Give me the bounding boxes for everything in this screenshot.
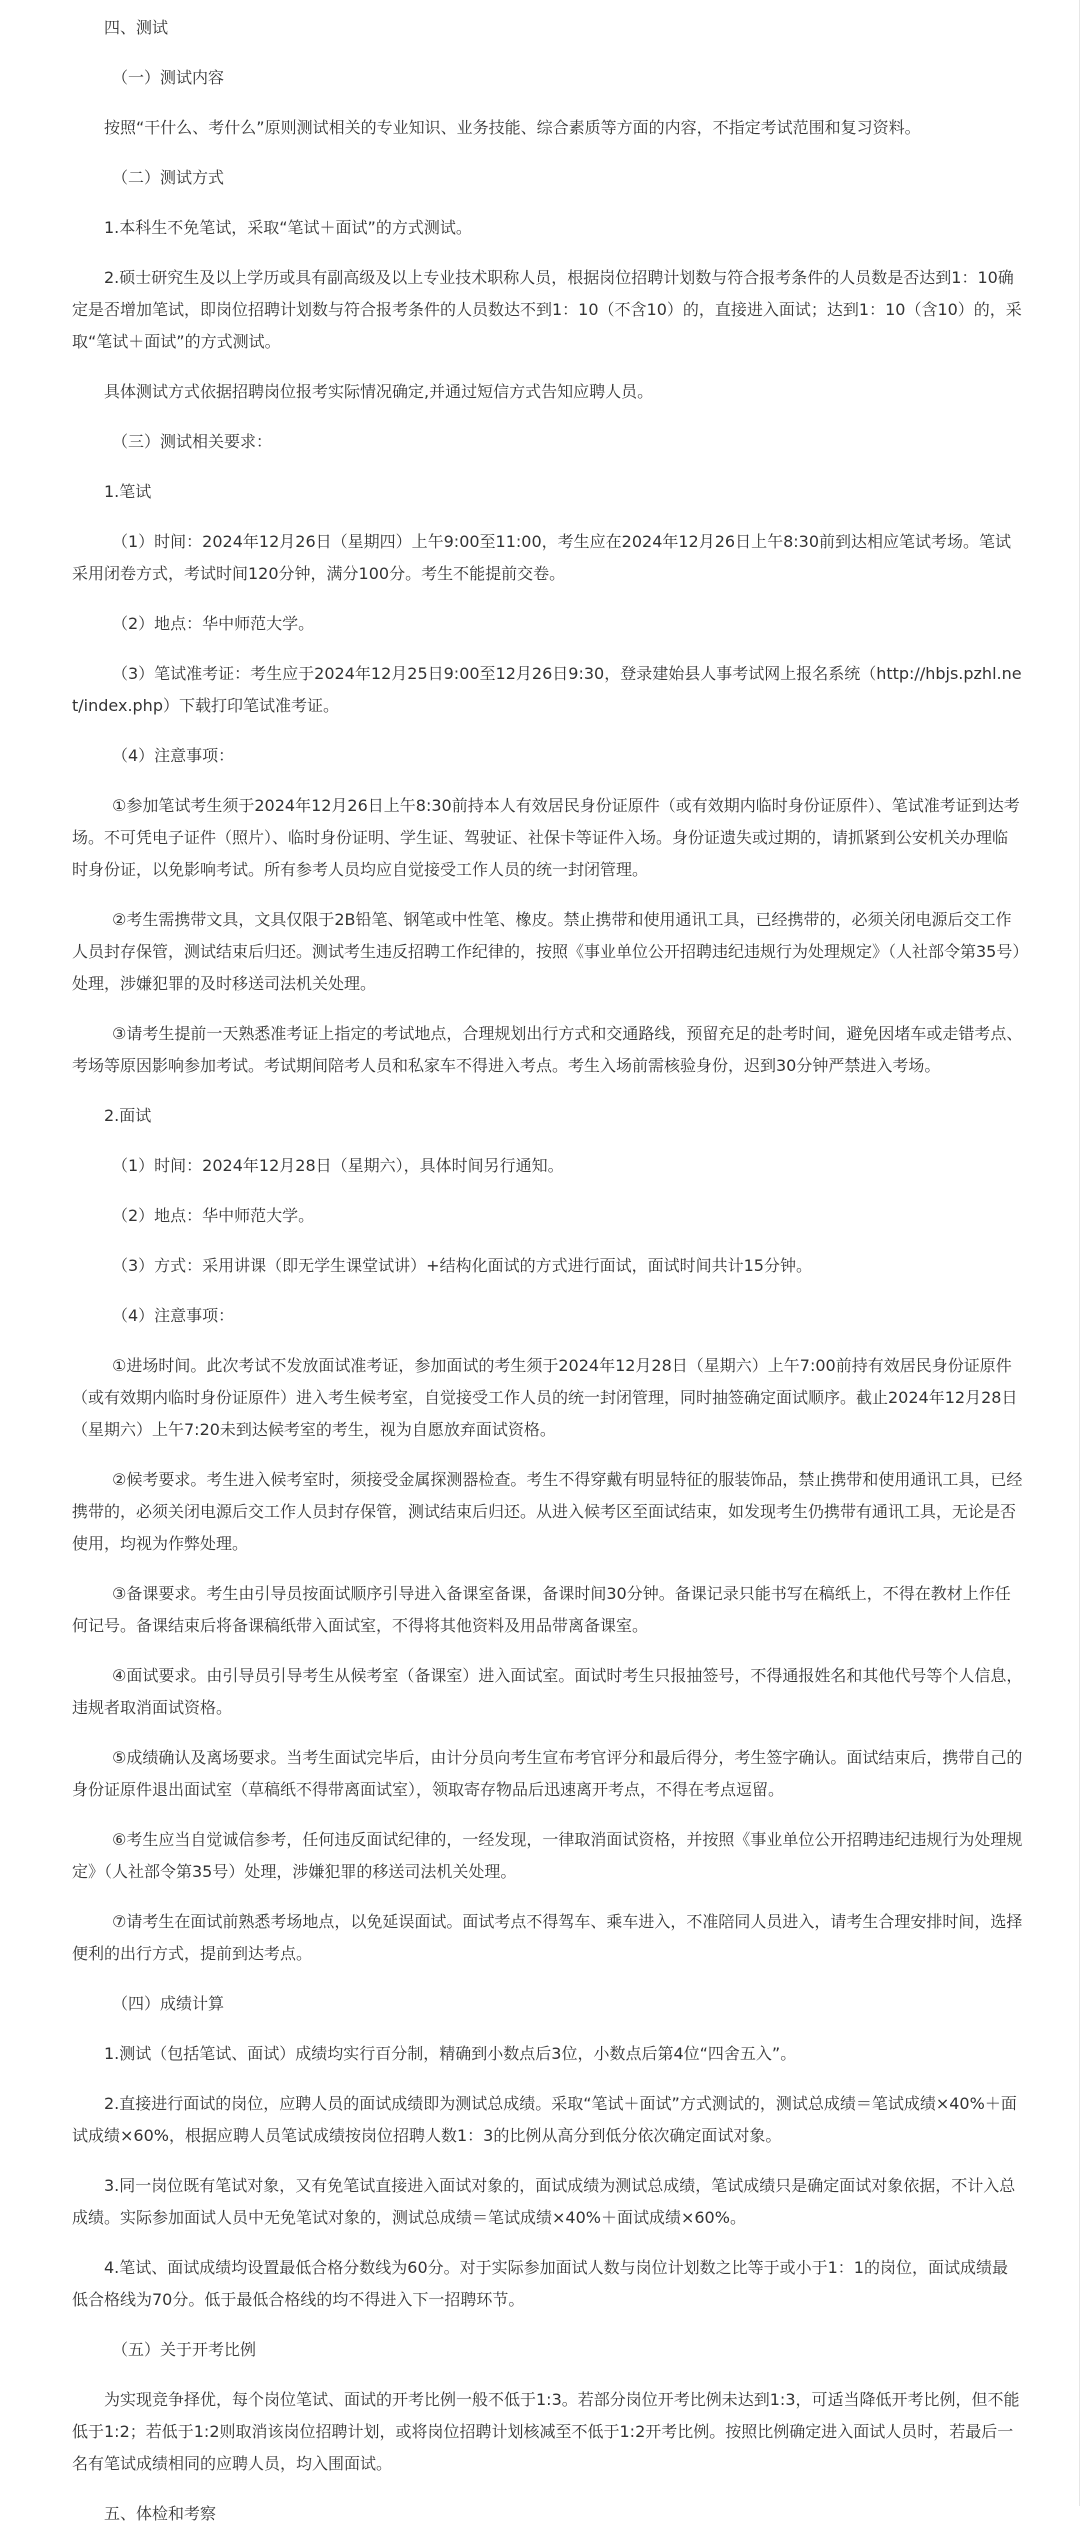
section-heading-medical-exam: 五、体检和考察	[104, 2504, 217, 2523]
subheading-score-calculation: （四）成绩计算	[112, 1994, 225, 2013]
paragraph: （2）地点：华中师范大学。	[112, 1206, 315, 1225]
paragraph: （1）时间：2024年12月26日（星期四）上午9:00至11:00，考生应在2024年12月26日上午8:30前到达相应笔试考场。笔试采用闭卷方式，考试时间120分钟，满分100分。考生不能提前交卷。	[72, 532, 1012, 583]
paragraph: ⑦请考生在面试前熟悉考场地点，以免延误面试。面试考点不得驾车、乘车进入，不准陪同人员进入，请考生合理安排时间，选择便利的出行方式，提前到达考点。	[72, 1912, 1023, 1963]
paragraph: 4.笔试、面试成绩均设置最低合格分数线为60分。对于实际参加面试人数与岗位计划数之比等于或小于1：1的岗位，面试成绩最低合格线为70分。低于最低合格线的均不得进入下一招聘环节。	[72, 2258, 1008, 2309]
paragraph: （3）笔试准考证：考生应于2024年12月25日9:00至12月26日9:30，登录建始县人事考试网上报名系统（http://hbjs.pzhl.net/index.php）下载打印笔试准考证。	[72, 664, 1022, 715]
paragraph: （1）时间：2024年12月28日（星期六），具体时间另行通知。	[112, 1156, 564, 1175]
paragraph: ④面试要求。由引导员引导考生从候考室（备课室）进入面试室。面试时考生只报抽签号，不得通报姓名和其他代号等个人信息，违规者取消面试资格。	[72, 1666, 1023, 1717]
paragraph: （4）注意事项：	[112, 746, 235, 765]
subheading-exam-ratio: （五）关于开考比例	[112, 2340, 257, 2359]
paragraph: ⑤成绩确认及离场要求。当考生面试完毕后，由计分员向考生宣布考官评分和最后得分，考生签字确认。面试结束后，携带自己的身份证原件退出面试室（草稿纸不得带离面试室），领取寄存物品后迅速离开考点，不得在考点逗留。	[72, 1748, 1023, 1799]
paragraph: 为实现竞争择优，每个岗位笔试、面试的开考比例一般不低于1:3。若部分岗位开考比例未达到1:3，可适当降低开考比例，但不能低于1:2；若低于1:2则取消该岗位招聘计划，或将岗位招聘计划核减至不低于1:2开考比例。按照比例确定进入面试人员时，若最后一名有笔试成绩相同的应聘人员，均入围面试。	[72, 2390, 1020, 2473]
paragraph: （2）地点：华中师范大学。	[112, 614, 315, 633]
paragraph: 2.硕士研究生及以上学历或具有副高级及以上专业技术职称人员，根据岗位招聘计划数与符合报考条件的人员数是否达到1：10确定是否增加笔试，即岗位招聘计划数与符合报考条件的人员数达不到1：10（不含10）的，直接进入面试；达到1：10（含10）的，采取“笔试＋面试”的方式测试。	[72, 268, 1022, 351]
subheading-test-method: （二）测试方式	[112, 168, 225, 187]
paragraph: 按照“干什么、考什么”原则测试相关的专业知识、业务技能、综合素质等方面的内容，不指定考试范围和复习资料。	[104, 118, 921, 137]
paragraph: ①参加笔试考生须于2024年12月26日上午8:30前持本人有效居民身份证原件（或有效期内临时身份证原件）、笔试准考证到达考场。不可凭电子证件（照片）、临时身份证明、学生证、驾驶证、社保卡等证件入场。身份证遗失或过期的，请抓紧到公安机关办理临时身份证，以免影响考试。所有参考人员均应自觉接受工作人员的统一封闭管理。	[72, 796, 1020, 879]
paragraph: 2.直接进行面试的岗位，应聘人员的面试成绩即为测试总成绩。采取“笔试＋面试”方式测试的，测试总成绩＝笔试成绩×40%＋面试成绩×60%，根据应聘人员笔试成绩按岗位招聘人数1：3的比例从高分到低分依次确定面试对象。	[72, 2094, 1017, 2145]
paragraph: ③请考生提前一天熟悉准考证上指定的考试地点，合理规划出行方式和交通路线，预留充足的赴考时间，避免因堵车或走错考点、考场等原因影响参加考试。考试期间陪考人员和私家车不得进入考点。考生入场前需核验身份，迟到30分钟严禁进入考场。	[72, 1024, 1023, 1075]
paragraph: 1.测试（包括笔试、面试）成绩均实行百分制，精确到小数点后3位，小数点后第4位“四舍五入”。	[104, 2044, 797, 2063]
paragraph: （4）注意事项：	[112, 1306, 235, 1325]
paragraph: 1.本科生不免笔试，采取“笔试＋面试”的方式测试。	[104, 218, 472, 237]
section-heading-testing: 四、测试	[104, 18, 169, 37]
paragraph: ③备课要求。考生由引导员按面试顺序引导进入备课室备课，备课时间30分钟。备课记录只能书写在稿纸上，不得在教材上作任何记号。备课结束后将备课稿纸带入面试室，不得将其他资料及用品带离备课室。	[72, 1584, 1011, 1635]
paragraph: ①进场时间。此次考试不发放面试准考证，参加面试的考生须于2024年12月28日（星期六）上午7:00前持有效居民身份证原件（或有效期内临时身份证原件）进入考生候考室，自觉接受工作人员的统一封闭管理，同时抽签确定面试顺序。截止2024年12月28日（星期六）上午7:20未到达候考室的考生，视为自愿放弃面试资格。	[72, 1356, 1018, 1439]
subheading-written-test: 1.笔试	[104, 482, 152, 501]
paragraph: ②候考要求。考生进入候考室时，须接受金属探测器检查。考生不得穿戴有明显特征的服装饰品，禁止携带和使用通讯工具，已经携带的，必须关闭电源后交工作人员封存保管，测试结束后归还。从进入候考区至面试结束，如发现考生仍携带有通讯工具，无论是否使用，均视为作弊处理。	[72, 1470, 1023, 1553]
subheading-test-requirements: （三）测试相关要求：	[112, 432, 273, 451]
paragraph: 具体测试方式依据招聘岗位报考实际情况确定,并通过短信方式告知应聘人员。	[104, 382, 654, 401]
paragraph: 3.同一岗位既有笔试对象，又有免笔试直接进入面试对象的，面试成绩为测试总成绩，笔试成绩只是确定面试对象依据，不计入总成绩。实际参加面试人员中无免笔试对象的，测试总成绩＝笔试成绩×40%＋面试成绩×60%。	[72, 2176, 1016, 2227]
paragraph: （3）方式：采用讲课（即无学生课堂试讲）+结构化面试的方式进行面试，面试时间共计15分钟。	[112, 1256, 812, 1275]
subheading-interview: 2.面试	[104, 1106, 152, 1125]
paragraph: ②考生需携带文具，文具仅限于2B铅笔、钢笔或中性笔、橡皮。禁止携带和使用通讯工具，已经携带的，必须关闭电源后交工作人员封存保管，测试结束后归还。测试考生违反招聘工作纪律的，按照《事业单位公开招聘违纪违规行为处理规定》（人社部令第35号）处理，涉嫌犯罪的及时移送司法机关处理。	[72, 910, 1021, 993]
subheading-test-content: （一）测试内容	[112, 68, 225, 87]
paragraph: ⑥考生应当自觉诚信参考，任何违反面试纪律的，一经发现，一律取消面试资格，并按照《事业单位公开招聘违纪违规行为处理规定》（人社部令第35号）处理，涉嫌犯罪的移送司法机关处理。	[72, 1830, 1023, 1881]
